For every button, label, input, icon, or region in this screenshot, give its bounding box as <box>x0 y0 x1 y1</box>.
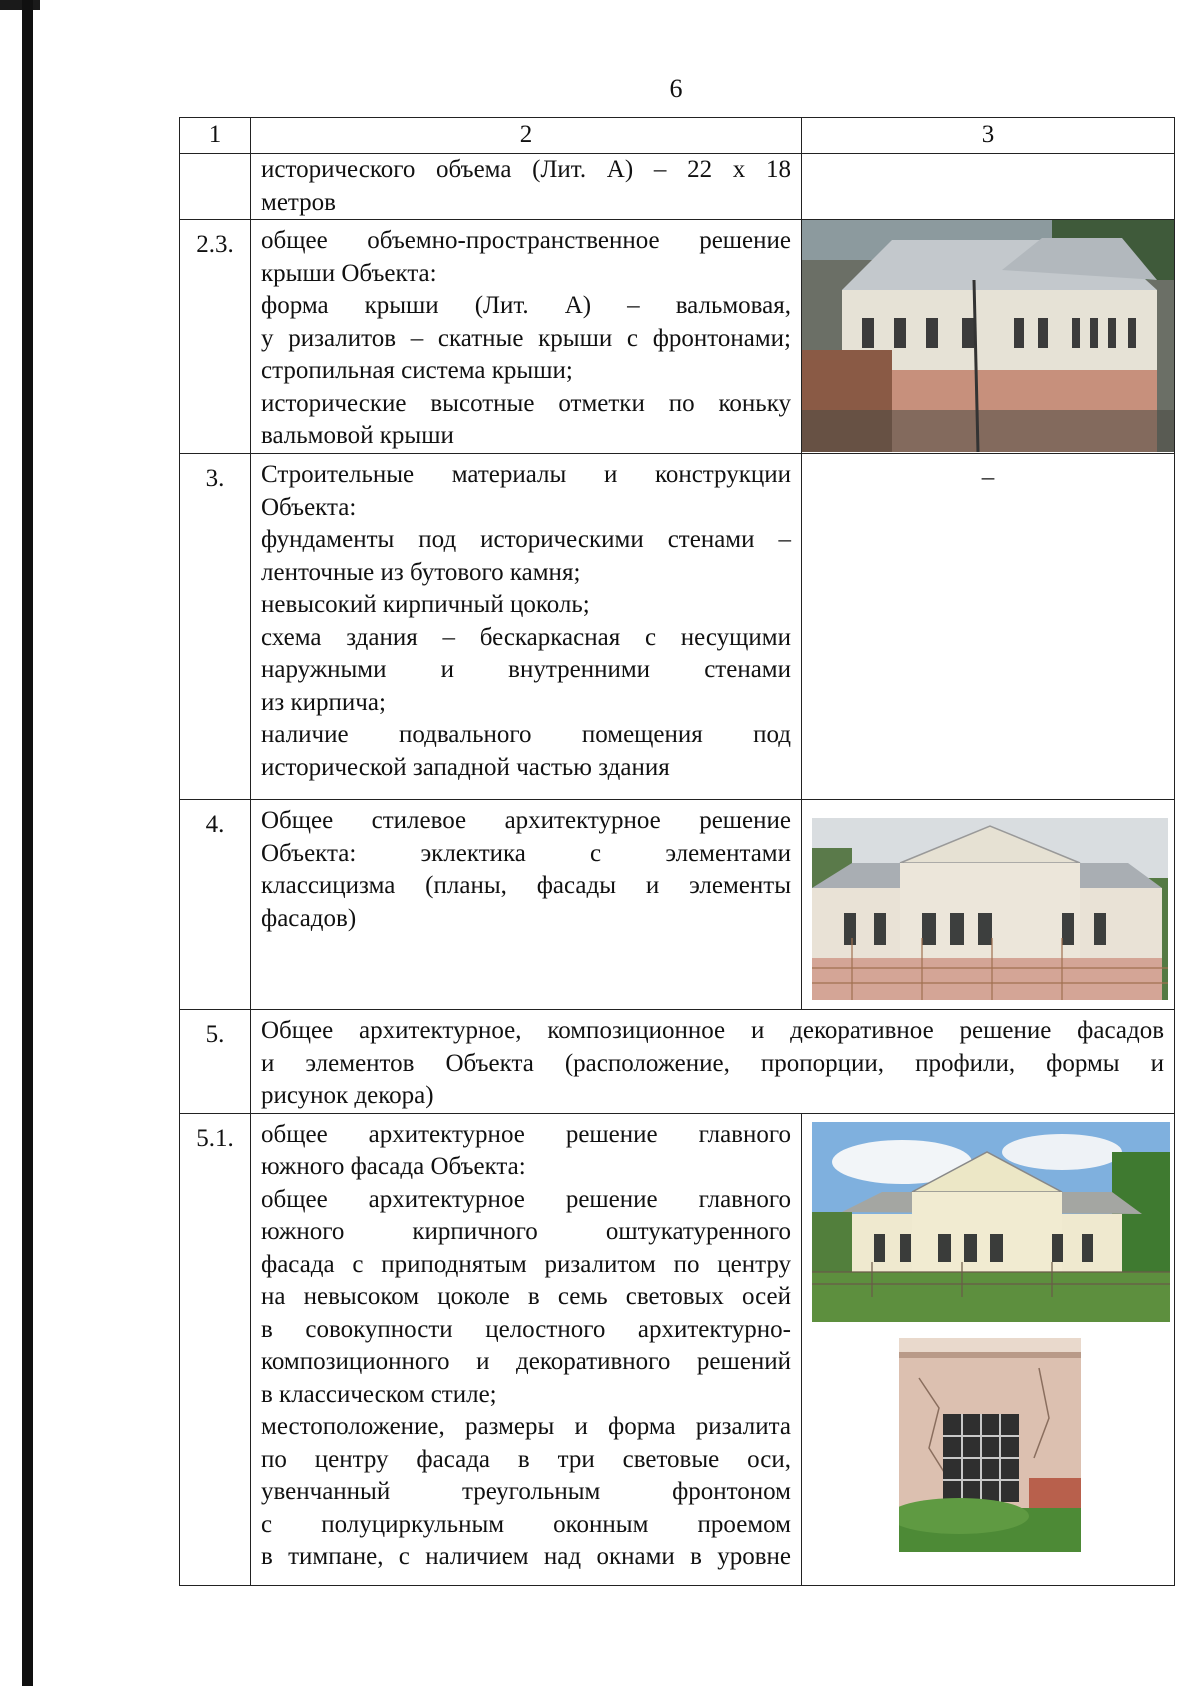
text-line: с полуциркульным оконным проемом <box>261 1510 791 1538</box>
text-line: ленточные из бутового камня; <box>261 558 581 586</box>
table-row <box>180 220 1175 454</box>
table-row <box>180 154 1175 220</box>
heritage-elements-table <box>179 117 1175 1586</box>
text-line: в тимпане, с наличием над окнами в уровне <box>261 1543 791 1570</box>
text-line: форма крыши (Лит. А) – вальмовая, <box>261 292 791 319</box>
text-line: общее объемно-пространственное решение <box>261 227 791 254</box>
roof-photo <box>802 220 1174 452</box>
page-number: 6 <box>669 74 683 103</box>
text-line: классицизма (планы, фасады и элементы <box>261 872 791 899</box>
south-facade-photo-image <box>812 1122 1170 1322</box>
text-line: схема здания – бескаркасная с несущими <box>261 623 791 651</box>
row-photo-cell <box>802 154 1175 220</box>
text-line: невысокий кирпичный цоколь; <box>261 591 590 618</box>
table-row <box>180 1010 1175 1114</box>
window-detail-photo-image <box>899 1338 1081 1552</box>
facade-photo <box>812 818 1168 1000</box>
facade-photo-image <box>812 818 1168 1000</box>
text-line: общее архитектурное решение главного <box>261 1185 791 1213</box>
row-description <box>251 154 802 220</box>
row-description <box>251 1113 802 1585</box>
south-facade-photo <box>812 1122 1170 1322</box>
row-number: 2.3. <box>180 220 251 454</box>
text-line: наружными и внутренними стенами <box>261 656 791 683</box>
row-number: 5.1. <box>180 1113 251 1585</box>
row-photo-cell <box>802 220 1175 454</box>
text-line: увенчанный треугольным фронтоном <box>261 1478 791 1505</box>
roof-photo-image <box>802 220 1174 452</box>
row-number: 5. <box>180 1010 251 1114</box>
row-number <box>180 154 251 220</box>
row-description <box>251 454 802 800</box>
row-description <box>251 220 802 454</box>
text-line: у ризалитов – скатные крыши с фронтонами; <box>261 324 791 352</box>
text-line: общее архитектурное решение главного <box>261 1120 791 1148</box>
text-line: Общее стилевое архитектурное решение <box>261 807 791 834</box>
text-line: южного кирпичного оштукатуренного <box>261 1218 791 1245</box>
row-photo-cell <box>802 1113 1175 1585</box>
text-line: по центру фасада в три световые оси, <box>261 1445 791 1473</box>
text-line: рисунок декора) <box>261 1082 434 1109</box>
header-col-3: 3 <box>802 118 1175 154</box>
row-photo-cell <box>802 800 1175 1010</box>
text-line: Объекта: <box>261 493 357 521</box>
text-line: Объекта: эклектика с элементами <box>261 839 791 867</box>
text-line: на невысоком цоколе в семь световых осей <box>261 1283 791 1310</box>
row-empty-dash: – <box>802 454 1175 800</box>
text-line: из кирпича; <box>261 688 386 716</box>
row-number: 3. <box>180 454 251 800</box>
window-detail-photo <box>899 1338 1081 1552</box>
text-line: Строительные материалы и конструкции <box>261 461 791 488</box>
table-header-row <box>180 118 1175 154</box>
table-row <box>180 800 1175 1010</box>
text-line: фасада с приподнятым ризалитом по центру <box>261 1250 791 1278</box>
row-description <box>251 800 802 1010</box>
text-line: наличие подвального помещения под <box>261 721 791 748</box>
text-line: южного фасада Объекта: <box>261 1153 526 1180</box>
text-line: вальмовой крыши <box>261 422 454 449</box>
header-col-2: 2 <box>251 118 802 154</box>
text-line: Общее архитектурное, композиционное и декоративное решение фасадов <box>261 1017 1164 1044</box>
row-number: 4. <box>180 800 251 1010</box>
table-row <box>180 454 1175 800</box>
header-col-1: 1 <box>180 118 251 154</box>
text-line: в совокупности целостного архитектурно- <box>261 1315 791 1343</box>
table-row <box>180 1113 1175 1585</box>
text-line: исторические высотные отметки по коньку <box>261 389 791 417</box>
text-line: стропильная система крыши; <box>261 357 573 384</box>
text-line: крыши Объекта: <box>261 259 437 287</box>
text-line: исторической западной частью здания <box>261 753 670 781</box>
text-line: композиционного и декоративного решений <box>261 1348 791 1375</box>
text-line: метров <box>261 188 336 216</box>
row-description <box>251 1010 1175 1114</box>
text-line: фасадов) <box>261 904 357 932</box>
text-line: и элементов Объекта (расположение, пропорции, профили, формы и <box>261 1049 1164 1077</box>
text-line: местоположение, размеры и форма ризалита <box>261 1413 791 1440</box>
text-line: фундаменты под историческими стенами – <box>261 526 791 553</box>
scan-edge-shadow <box>22 0 33 1686</box>
scan-edge-top <box>0 0 40 10</box>
text-line: исторического объема (Лит. А) – 22 x 18 <box>261 156 791 183</box>
text-line: в классическом стиле; <box>261 1380 497 1408</box>
